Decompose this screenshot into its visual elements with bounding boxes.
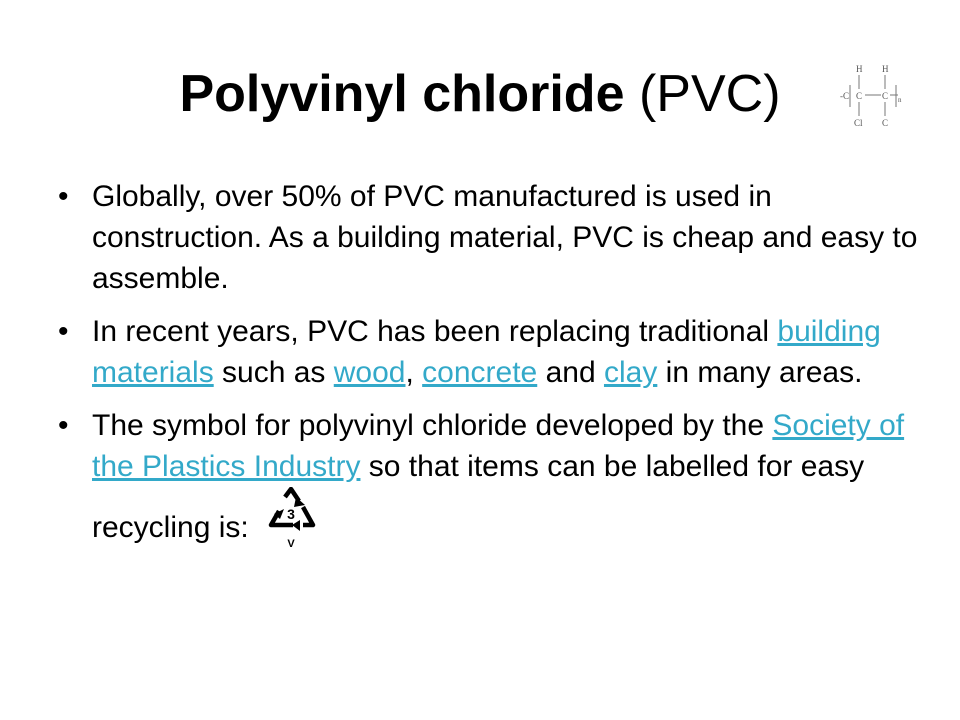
bullet-dot: • (58, 180, 69, 213)
bullet-dot: • (58, 315, 69, 348)
bullet-list (58, 176, 918, 563)
struct-c2: C (882, 91, 889, 101)
struct-cl: Cl (854, 118, 863, 128)
bullet-dot: • (58, 409, 69, 442)
struct-c3: C (882, 118, 889, 128)
building-materials-link[interactable]: building materials (92, 315, 881, 389)
spi-link[interactable]: Society of the Plastics Industry (92, 409, 905, 483)
struct-h1: H (856, 64, 863, 74)
struct-n: n (898, 96, 902, 104)
title-bold: Polyvinyl chloride (179, 65, 625, 123)
recycling-symbol-icon (265, 487, 317, 551)
bullet-text: Globally, over 50% of PVC manufactured is used in construction. As a building material, PVC is cheap and easy to assemble. (92, 180, 918, 295)
bullet-text: so that items can be labelled for easy recycling is: (92, 450, 865, 544)
bullet-item (58, 311, 918, 393)
concrete-link[interactable]: concrete (422, 356, 538, 389)
struct-bond-left: -C (840, 91, 849, 101)
bullet-item (58, 405, 918, 551)
struct-h2: H (882, 64, 889, 74)
wood-link[interactable]: wood (333, 356, 406, 389)
title-abbrev: (PVC) (638, 65, 781, 123)
bullet-text: such as (213, 356, 334, 389)
struct-c1: C (856, 91, 863, 101)
bullet-text: In recent years, PVC has been replacing traditional (92, 315, 778, 348)
bullet-text: in many areas. (657, 356, 863, 389)
bullet-text: , (405, 356, 423, 389)
pvc-structure-icon (838, 60, 908, 130)
bullet-item (58, 176, 918, 299)
bullet-text: The symbol for polyvinyl chloride developed by the (92, 409, 773, 442)
recycle-number: 3 (287, 506, 295, 522)
slide-title (0, 62, 960, 126)
recycle-label: V (287, 538, 295, 550)
clay-link[interactable]: clay (603, 356, 658, 389)
bullet-text: and (537, 356, 604, 389)
